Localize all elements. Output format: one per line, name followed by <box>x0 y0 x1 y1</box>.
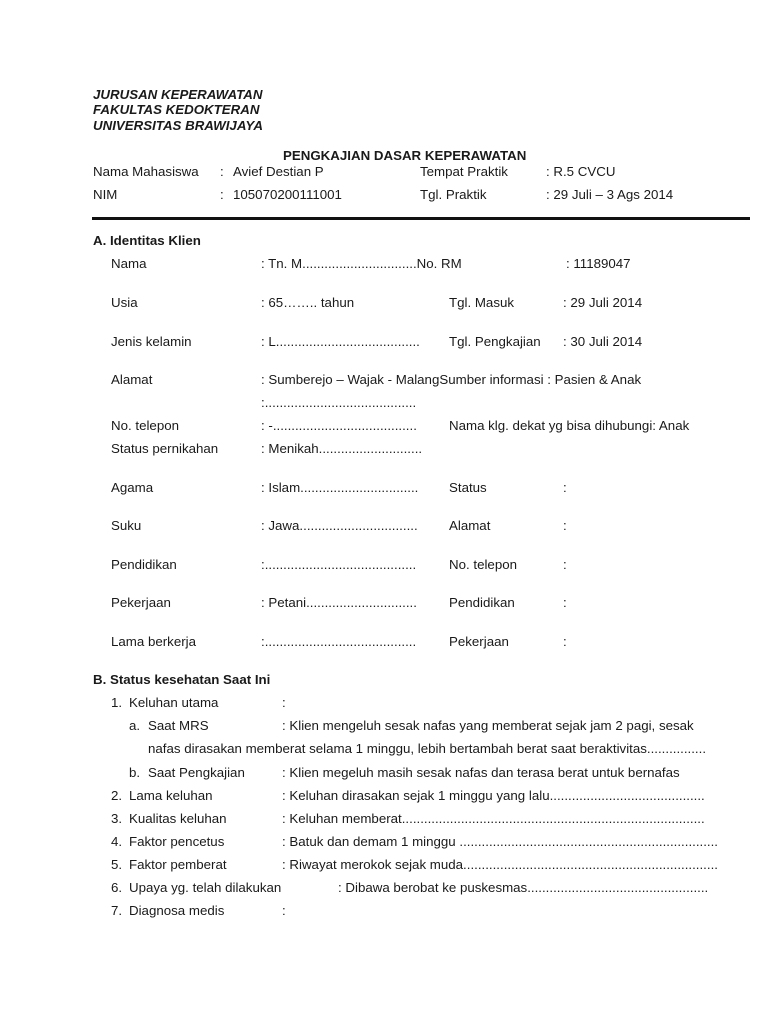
subitem-label: Saat Pengkajian <box>148 765 245 780</box>
field-label: No. telepon <box>111 418 180 433</box>
field-label: Alamat <box>111 372 153 387</box>
item-label: Faktor pemberat <box>129 857 227 872</box>
item-value: : Batuk dan demam 1 minggu ...................................................................... <box>282 834 718 849</box>
field-value: : L....................................... <box>261 334 420 349</box>
field-value-2: : <box>563 634 567 649</box>
field-label: Nama <box>111 256 147 271</box>
field-label-2: Pekerjaan <box>449 634 509 649</box>
item-label: Faktor pencetus <box>129 834 225 849</box>
item-label: Kualitas keluhan <box>129 811 227 826</box>
nim-label: NIM <box>93 187 118 202</box>
field-value-2: : 11189047 <box>566 256 631 271</box>
field-value: : Islam................................ <box>261 480 419 495</box>
nim-sep: : <box>220 187 224 202</box>
practice-date-label: Tgl. Praktik <box>420 187 487 202</box>
subitem-letter: a. <box>129 718 141 733</box>
field-label: Suku <box>111 518 142 533</box>
item-value: : Dibawa berobat ke puskesmas................................................. <box>338 880 709 895</box>
field-value: : Sumberejo – Wajak - MalangSumber informasi : Pasien & Anak <box>261 372 642 387</box>
section-a-heading: A. Identitas Klien <box>93 233 201 248</box>
header-faculty: FAKULTAS KEDOKTERAN <box>93 102 260 117</box>
field-label-2: Nama klg. dekat yg bisa dihubungi: Anak <box>449 418 690 433</box>
field-value-2: : <box>563 595 567 610</box>
field-value-2: : <box>563 557 567 572</box>
field-label: Jenis kelamin <box>111 334 192 349</box>
section-b-heading: B. Status kesehatan Saat Ini <box>93 672 271 687</box>
field-value: :......................................... <box>261 557 417 572</box>
item-label: Lama keluhan <box>129 788 213 803</box>
student-name-sep: : <box>220 164 224 179</box>
field-label: Pendidikan <box>111 557 177 572</box>
field-value: : Petani.............................. <box>261 595 417 610</box>
field-value: :......................................... <box>261 395 417 410</box>
header-university: UNIVERSITAS BRAWIJAYA <box>93 118 263 133</box>
nim-value: 105070200111001 <box>233 187 342 202</box>
field-label-2: Alamat <box>449 518 491 533</box>
student-name-label: Nama Mahasiswa <box>93 164 199 179</box>
field-value: : -....................................... <box>261 418 417 433</box>
item-label: Upaya yg. telah dilakukan <box>129 880 282 895</box>
subitem-value-cont: nafas dirasakan memberat selama 1 minggu, lebih bertambah berat saat beraktivitas................ <box>148 741 707 756</box>
item-number: 2. <box>111 788 123 803</box>
field-label-2: Tgl. Pengkajian <box>449 334 541 349</box>
field-label-2: Tgl. Masuk <box>449 295 515 310</box>
header-department: JURUSAN KEPERAWATAN <box>93 87 263 102</box>
field-label: Usia <box>111 295 138 310</box>
field-value: : Tn. M...............................No. RM <box>261 256 462 271</box>
item-number: 7. <box>111 903 123 918</box>
field-label: Lama berkerja <box>111 634 196 649</box>
subitem-label: Saat MRS <box>148 718 209 733</box>
field-value-2: : 30 Juli 2014 <box>563 334 643 349</box>
item-number: 1. <box>111 695 123 710</box>
item-sep: : <box>282 903 286 918</box>
practice-date-value: : 29 Juli – 3 Ags 2014 <box>546 187 674 202</box>
field-value: : Menikah............................ <box>261 441 423 456</box>
subitem-value: : Klien mengeluh sesak nafas yang memberat sejak jam 2 pagi, sesak <box>282 718 694 733</box>
field-value: : 65…….. tahun <box>261 295 355 310</box>
item-number: 5. <box>111 857 123 872</box>
item-value: : Keluhan dirasakan sejak 1 minggu yang lalu.......................................... <box>282 788 705 803</box>
field-value-2: : 29 Juli 2014 <box>563 295 643 310</box>
field-value-2: : <box>563 480 567 495</box>
field-label-2: No. telepon <box>449 557 518 572</box>
item-label: Keluhan utama <box>129 695 219 710</box>
subitem-letter: b. <box>129 765 141 780</box>
item-value: : Riwayat merokok sejak muda..................................................................... <box>282 857 718 872</box>
practice-place-label: Tempat Praktik <box>420 164 508 179</box>
item-number: 3. <box>111 811 123 826</box>
field-label: Status pernikahan <box>111 441 219 456</box>
field-label: Agama <box>111 480 154 495</box>
item-label: Diagnosa medis <box>129 903 225 918</box>
field-value: : Jawa................................ <box>261 518 418 533</box>
field-label-2: Pendidikan <box>449 595 515 610</box>
practice-place-value: : R.5 CVCU <box>546 164 616 179</box>
item-sep: : <box>282 695 286 710</box>
document-title: PENGKAJIAN DASAR KEPERAWATAN <box>283 148 527 163</box>
field-label-2: Status <box>449 480 487 495</box>
item-value: : Keluhan memberat.................................................................................. <box>282 811 705 826</box>
field-label: Pekerjaan <box>111 595 171 610</box>
field-value-2: : <box>563 518 567 533</box>
subitem-value: : Klien megeluh masih sesak nafas dan terasa berat untuk bernafas <box>282 765 680 780</box>
item-number: 4. <box>111 834 123 849</box>
field-value: :......................................... <box>261 634 417 649</box>
student-name-value: Avief Destian P <box>233 164 324 179</box>
header-divider <box>92 217 750 220</box>
item-number: 6. <box>111 880 123 895</box>
